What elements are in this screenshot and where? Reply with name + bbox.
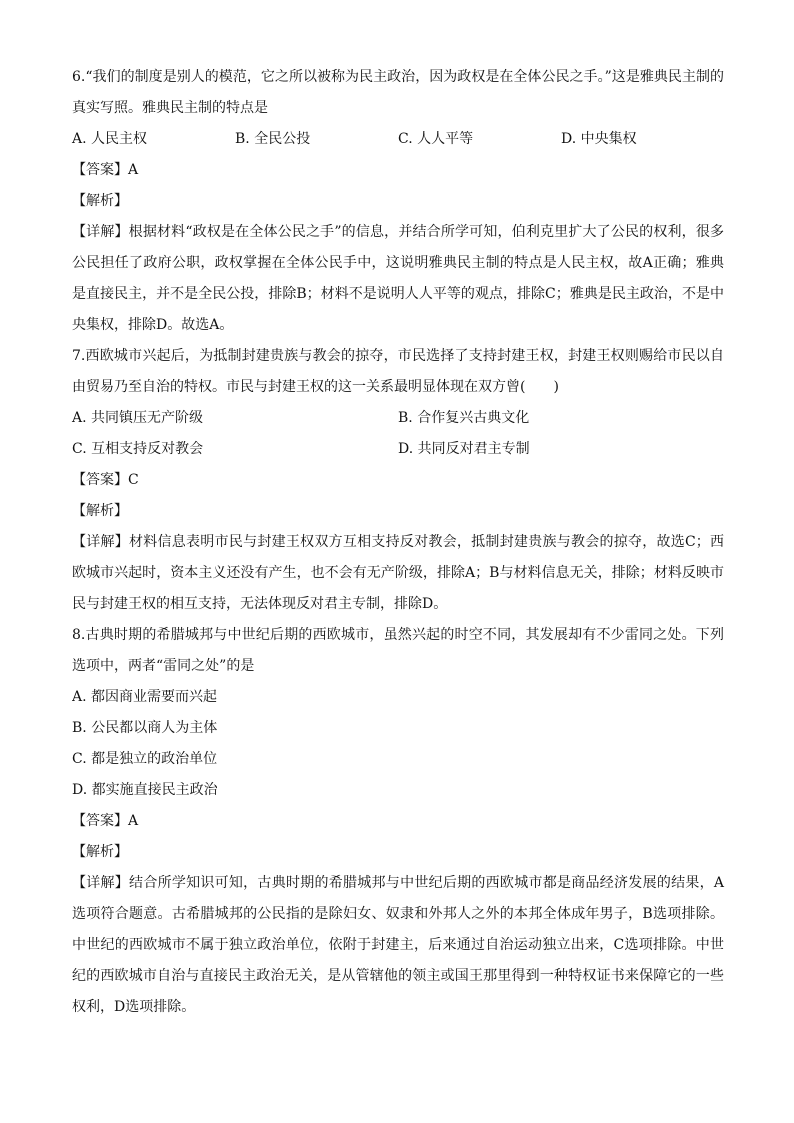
question-7-answer: 【答案】C [72, 472, 139, 488]
option-a: A. 共同镇压无产阶级 [72, 410, 204, 426]
question-8-stem: 8.古典时期的希腊城邦与中世纪后期的西欧城市，虽然兴起的时空不同，其发展却有不少雷同之处。下列选项中，两者“雷同之处”的是 [72, 627, 724, 674]
question-6-analysis-label: 【解析】 [72, 193, 128, 209]
question-7-options-row-2 [72, 434, 724, 465]
option-b: B. 公民都以商人为主体 [72, 720, 218, 736]
question-6-stem: 6.“我们的制度是别人的模范，它之所以被称为民主政治，因为政权是在全体公民之手。”这是雅典民主制的真实写照。雅典民主制的特点是 [72, 69, 724, 116]
question-7-options-row-1 [72, 403, 724, 434]
question-7-stem: 7.西欧城市兴起后，为抵制封建贵族与教会的掠夺，市民选择了支持封建王权，封建王权则赐给市民以自由贸易乃至自治的特权。市民与封建王权的这一关系最明显体现在双方曾( ) [72, 348, 724, 395]
option-d: D. 中央集权 [561, 131, 637, 147]
option-c: C. 都是独立的政治单位 [72, 751, 218, 767]
question-8 [72, 620, 724, 1023]
question-7 [72, 341, 724, 620]
option-d: D. 共同反对君主专制 [398, 441, 530, 457]
question-8-answer: 【答案】A [72, 813, 139, 829]
document-page [72, 62, 724, 1023]
question-7-detail: 【详解】材料信息表明市民与封建王权双方互相支持反对教会，抵制封建贵族与教会的掠夺，故选C；西欧城市兴起时，资本主义还没有产生，也不会有无产阶级，排除A；B与材料信息无关，排除；材料反映市民与封建王权的相互支持，无法体现反对君主专制，排除D。 [72, 534, 724, 612]
option-d: D. 都实施直接民主政治 [72, 782, 218, 798]
question-6-answer: 【答案】A [72, 162, 139, 178]
question-7-analysis-label: 【解析】 [72, 503, 128, 519]
question-6 [72, 62, 724, 341]
option-c: C. 互相支持反对教会 [72, 441, 204, 457]
option-c: C. 人人平等 [398, 131, 474, 147]
question-6-options [72, 124, 724, 155]
option-a: A. 都因商业需要而兴起 [72, 689, 218, 705]
option-a: A. 人民主权 [72, 131, 148, 147]
option-b: B. 合作复兴古典文化 [398, 410, 530, 426]
question-6-detail: 【详解】根据材料“政权是在全体公民之手”的信息，并结合所学可知，伯利克里扩大了公民的权利，很多公民担任了政府公职，政权掌握在全体公民手中，这说明雅典民主制的特点是人民主权，故A正确；雅典是直接民主，并不是全民公投，排除B；材料不是说明人人平等的观点，排除C；雅典是民主政治，不是中央集权，排除D。故选A。 [72, 224, 724, 333]
question-8-analysis-label: 【解析】 [72, 844, 128, 860]
question-8-detail: 【详解】结合所学知识可知，古典时期的希腊城邦与中世纪后期的西欧城市都是商品经济发展的结果，A选项符合题意。古希腊城邦的公民指的是除妇女、奴隶和外邦人之外的本邦全体成年男子，B选项排除。中世纪的西欧城市不属于独立政治单位，依附于封建主，后来通过自治运动独立出来，C选项排除。中世纪的西欧城市自治与直接民主政治无关，是从管辖他的领主或国王那里得到一种特权证书来保障它的一些权利，D选项排除。 [72, 875, 724, 1015]
option-b: B. 全民公投 [235, 131, 311, 147]
